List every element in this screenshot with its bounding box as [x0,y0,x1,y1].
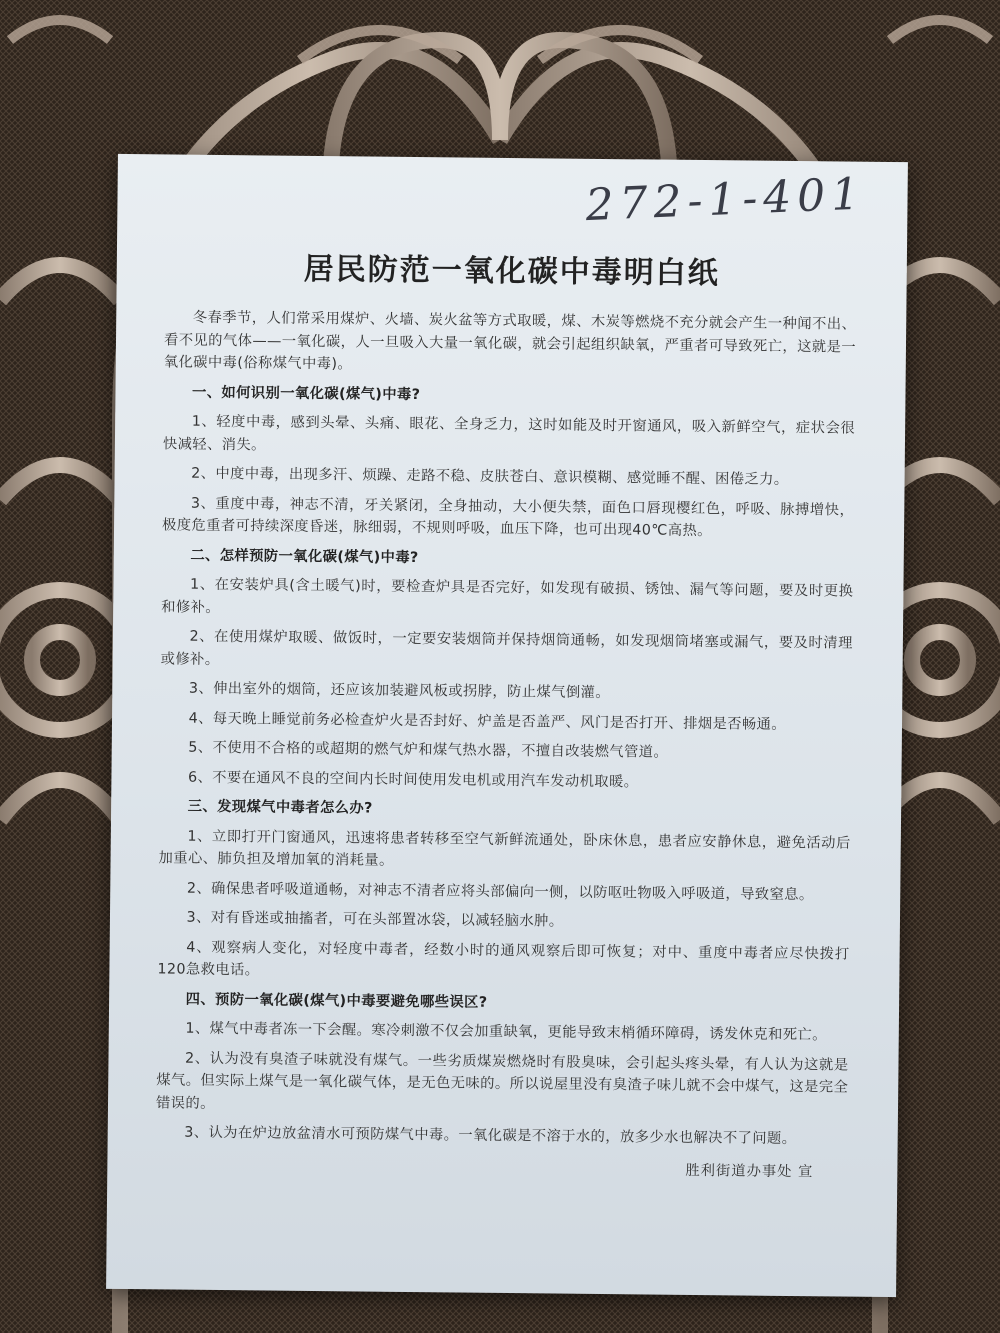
section-heading-identify: 一、如何识别一氧化碳(煤气)中毒? [191,384,421,403]
list-item: 1、立即打开门窗通风，迅速将患者转移至空气新鲜流通处，卧床休息，患者应安静休息，避免活动后加重心、肺负担及增加氧的消耗量。 [158,828,851,869]
section-heading-prevent: 二、怎样预防一氧化碳(煤气)中毒? [190,547,419,566]
list-item: 3、重度中毒，神志不清，牙关紧闭，全身抽动，大小便失禁，面色口唇现樱红色，呼吸、脉搏增快，极度危重者可持续深度昏迷，脉细弱，不规则呼吸，血压下降，也可出现40℃高热。 [161,495,855,540]
list-item: 1、煤气中毒者冻一下会醒。寒冷刺激不仅会加重缺氧，更能导致末梢循环障碍，诱发休克和死亡。 [185,1020,827,1044]
issuer-signature: 胜利街道办事处 宣 [685,1162,814,1181]
section-heading-misconceptions: 四、预防一氧化碳(煤气)中毒要避免哪些误区? [185,991,488,1011]
list-item: 2、在使用煤炉取暖、做饭时，一定要安装烟筒并保持烟筒通畅，如发现烟筒堵塞或漏气，要及时清理或修补。 [160,628,853,668]
notice-body [156,306,857,1158]
list-item: 2、认为没有臭渣子味就没有煤气。一些劣质煤炭燃烧时有股臭味，会引起头疼头晕，有人认为这就是煤气。但实际上煤气是一氧化碳气体，是无色无味的。所以说屋里没有臭渣子味儿就不会中煤气，这是完全错误的。 [155,1050,849,1112]
list-item: 6、不要在通风不良的空间内长时间使用发电机或用汽车发动机取暖。 [187,769,639,790]
list-item: 3、认为在炉边放盆清水可预防煤气中毒。一氧化碳是不溶于水的，放多少水也解决不了问题。 [184,1124,797,1148]
list-item: 4、观察病人变化，对轻度中毒者，经数小时的通风观察后即可恢复；对中、重度中毒者应尽快拨打120急救电话。 [157,939,850,979]
list-item: 3、对有昏迷或抽搐者，可在头部置冰袋，以减轻脑水肿。 [186,909,564,930]
list-item: 1、在安装炉具(含土暖气)时，要检查炉具是否完好，如发现有破损、锈蚀、漏气等问题，要及时更换和修补。 [161,576,854,616]
list-item: 4、每天晚上睡觉前务必检查炉火是否封好、炉盖是否盖严、风门是否打开、排烟是否畅通。 [188,710,787,733]
intro-paragraph: 冬春季节，人们常采用煤炉、火墙、炭火盆等方式取暖，煤、木炭等燃烧不充分就会产生一种闻不出、看不见的气体——一氧化碳，人一旦吸入大量一氧化碳，就会引起组织缺氧，严重者可导致死亡，这就是一氧化碳中毒(俗称煤气中毒)。 [163,309,857,373]
section-heading-response: 三、发现煤气中毒者怎么办? [187,798,373,817]
list-item: 2、中度中毒，出现多汗、烦躁、走路不稳、皮肤苍白、意识模糊、感觉睡不醒、困倦乏力。 [191,465,789,488]
handwritten-unit-number: 272-1-401 [584,168,867,232]
list-item: 2、确保患者呼吸道通畅，对神志不清者应将头部偏向一侧，以防呕吐物吸入呼吸道，导致窒息。 [186,880,814,903]
list-item: 1、轻度中毒，感到头晕、头痛、眼花、全身乏力，这时如能及时开窗通风，吸入新鲜空气，症状会很快减轻、消失。 [162,413,856,453]
notice-paper [106,154,908,1297]
notice-title: 居民防范一氧化碳中毒明白纸 [303,251,720,292]
list-item: 3、伸出室外的烟筒，还应该加装避风板或拐脖，防止煤气倒灌。 [188,680,611,702]
list-item: 5、不使用不合格的或超期的燃气炉和煤气热水器，不擅自改装燃气管道。 [188,739,669,761]
